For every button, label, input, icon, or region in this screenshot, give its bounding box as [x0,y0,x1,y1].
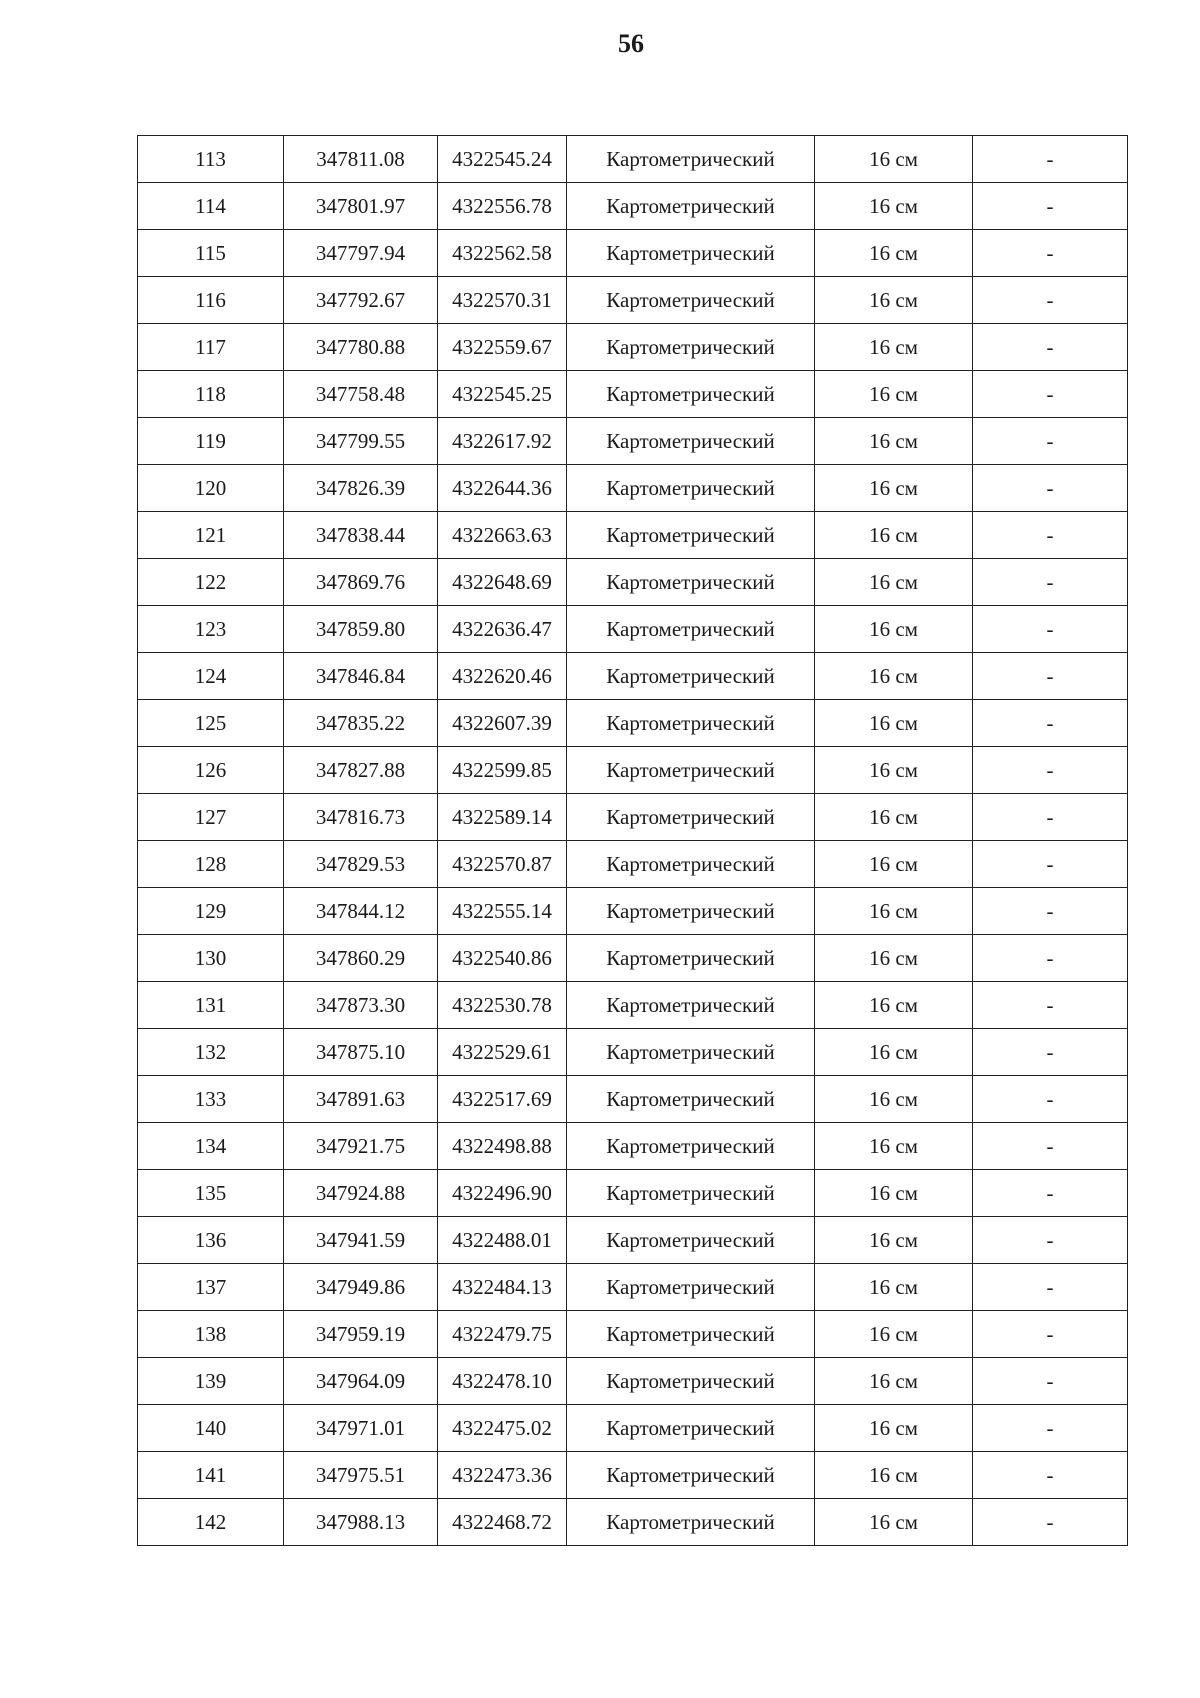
method-cell: Картометрический [567,1123,815,1170]
point-number-cell: 119 [138,418,284,465]
accuracy-cell: 16 см [815,136,973,183]
point-number-cell: 124 [138,653,284,700]
description-cell: - [973,1264,1128,1311]
accuracy-cell: 16 см [815,1123,973,1170]
description-cell: - [973,794,1128,841]
description-cell: - [973,230,1128,277]
description-cell: - [973,183,1128,230]
accuracy-cell: 16 см [815,1311,973,1358]
accuracy-cell: 16 см [815,371,973,418]
x-coordinate-cell: 347988.13 [284,1499,438,1546]
y-coordinate-cell: 4322617.92 [438,418,567,465]
description-cell: - [973,1311,1128,1358]
x-coordinate-cell: 347975.51 [284,1452,438,1499]
point-number-cell: 121 [138,512,284,559]
method-cell: Картометрический [567,418,815,465]
method-cell: Картометрический [567,230,815,277]
x-coordinate-cell: 347873.30 [284,982,438,1029]
table-row [138,1452,1128,1499]
description-cell: - [973,841,1128,888]
method-cell: Картометрический [567,1029,815,1076]
accuracy-cell: 16 см [815,1264,973,1311]
x-coordinate-cell: 347971.01 [284,1405,438,1452]
accuracy-cell: 16 см [815,230,973,277]
x-coordinate-cell: 347816.73 [284,794,438,841]
y-coordinate-cell: 4322478.10 [438,1358,567,1405]
method-cell: Картометрический [567,465,815,512]
method-cell: Картометрический [567,1499,815,1546]
accuracy-cell: 16 см [815,512,973,559]
x-coordinate-cell: 347799.55 [284,418,438,465]
y-coordinate-cell: 4322540.86 [438,935,567,982]
accuracy-cell: 16 см [815,1452,973,1499]
y-coordinate-cell: 4322556.78 [438,183,567,230]
description-cell: - [973,136,1128,183]
point-number-cell: 139 [138,1358,284,1405]
method-cell: Картометрический [567,794,815,841]
description-cell: - [973,371,1128,418]
y-coordinate-cell: 4322496.90 [438,1170,567,1217]
x-coordinate-cell: 347949.86 [284,1264,438,1311]
description-cell: - [973,747,1128,794]
accuracy-cell: 16 см [815,653,973,700]
accuracy-cell: 16 см [815,1405,973,1452]
description-cell: - [973,935,1128,982]
point-number-cell: 117 [138,324,284,371]
description-cell: - [973,1029,1128,1076]
table-row [138,935,1128,982]
point-number-cell: 118 [138,371,284,418]
point-number-cell: 115 [138,230,284,277]
description-cell: - [973,277,1128,324]
y-coordinate-cell: 4322599.85 [438,747,567,794]
x-coordinate-cell: 347875.10 [284,1029,438,1076]
table-row [138,1311,1128,1358]
description-cell: - [973,418,1128,465]
accuracy-cell: 16 см [815,1358,973,1405]
point-number-cell: 123 [138,606,284,653]
y-coordinate-cell: 4322517.69 [438,1076,567,1123]
method-cell: Картометрический [567,371,815,418]
y-coordinate-cell: 4322473.36 [438,1452,567,1499]
x-coordinate-cell: 347827.88 [284,747,438,794]
table-row [138,794,1128,841]
method-cell: Картометрический [567,1076,815,1123]
point-number-cell: 141 [138,1452,284,1499]
method-cell: Картометрический [567,982,815,1029]
x-coordinate-cell: 347891.63 [284,1076,438,1123]
description-cell: - [973,653,1128,700]
table-row [138,1217,1128,1264]
x-coordinate-cell: 347959.19 [284,1311,438,1358]
x-coordinate-cell: 347921.75 [284,1123,438,1170]
table-row [138,512,1128,559]
accuracy-cell: 16 см [815,277,973,324]
table-row [138,1076,1128,1123]
y-coordinate-cell: 4322479.75 [438,1311,567,1358]
x-coordinate-cell: 347780.88 [284,324,438,371]
y-coordinate-cell: 4322570.87 [438,841,567,888]
y-coordinate-cell: 4322488.01 [438,1217,567,1264]
table-row [138,700,1128,747]
point-number-cell: 130 [138,935,284,982]
accuracy-cell: 16 см [815,841,973,888]
method-cell: Картометрический [567,1452,815,1499]
y-coordinate-cell: 4322529.61 [438,1029,567,1076]
y-coordinate-cell: 4322498.88 [438,1123,567,1170]
x-coordinate-cell: 347924.88 [284,1170,438,1217]
y-coordinate-cell: 4322555.14 [438,888,567,935]
table-row [138,1405,1128,1452]
point-number-cell: 129 [138,888,284,935]
y-coordinate-cell: 4322663.63 [438,512,567,559]
point-number-cell: 126 [138,747,284,794]
point-number-cell: 138 [138,1311,284,1358]
description-cell: - [973,1076,1128,1123]
table-row [138,1499,1128,1546]
description-cell: - [973,324,1128,371]
point-number-cell: 142 [138,1499,284,1546]
table-row [138,653,1128,700]
table-row [138,136,1128,183]
table-row [138,465,1128,512]
description-cell: - [973,559,1128,606]
method-cell: Картометрический [567,136,815,183]
point-number-cell: 114 [138,183,284,230]
table-row [138,183,1128,230]
x-coordinate-cell: 347859.80 [284,606,438,653]
point-number-cell: 122 [138,559,284,606]
description-cell: - [973,888,1128,935]
x-coordinate-cell: 347801.97 [284,183,438,230]
x-coordinate-cell: 347835.22 [284,700,438,747]
table-row [138,606,1128,653]
accuracy-cell: 16 см [815,982,973,1029]
method-cell: Картометрический [567,183,815,230]
accuracy-cell: 16 см [815,418,973,465]
method-cell: Картометрический [567,606,815,653]
y-coordinate-cell: 4322589.14 [438,794,567,841]
description-cell: - [973,512,1128,559]
accuracy-cell: 16 см [815,559,973,606]
method-cell: Картометрический [567,935,815,982]
table-row [138,277,1128,324]
table-row [138,1264,1128,1311]
table-row [138,1170,1128,1217]
x-coordinate-cell: 347758.48 [284,371,438,418]
point-number-cell: 120 [138,465,284,512]
accuracy-cell: 16 см [815,700,973,747]
y-coordinate-cell: 4322607.39 [438,700,567,747]
y-coordinate-cell: 4322562.58 [438,230,567,277]
x-coordinate-cell: 347844.12 [284,888,438,935]
x-coordinate-cell: 347811.08 [284,136,438,183]
y-coordinate-cell: 4322644.36 [438,465,567,512]
point-number-cell: 136 [138,1217,284,1264]
method-cell: Картометрический [567,277,815,324]
table-row [138,747,1128,794]
x-coordinate-cell: 347941.59 [284,1217,438,1264]
table-row [138,559,1128,606]
x-coordinate-cell: 347826.39 [284,465,438,512]
x-coordinate-cell: 347964.09 [284,1358,438,1405]
y-coordinate-cell: 4322530.78 [438,982,567,1029]
point-number-cell: 128 [138,841,284,888]
description-cell: - [973,1405,1128,1452]
accuracy-cell: 16 см [815,935,973,982]
y-coordinate-cell: 4322545.25 [438,371,567,418]
x-coordinate-cell: 347838.44 [284,512,438,559]
page-number: 56 [618,29,644,58]
description-cell: - [973,1217,1128,1264]
point-number-cell: 135 [138,1170,284,1217]
table-row [138,982,1128,1029]
table-row [138,418,1128,465]
method-cell: Картометрический [567,700,815,747]
method-cell: Картометрический [567,888,815,935]
description-cell: - [973,700,1128,747]
method-cell: Картометрический [567,1264,815,1311]
accuracy-cell: 16 см [815,324,973,371]
accuracy-cell: 16 см [815,1029,973,1076]
y-coordinate-cell: 4322636.47 [438,606,567,653]
coordinates-table [137,135,1128,1546]
y-coordinate-cell: 4322559.67 [438,324,567,371]
table-row [138,1029,1128,1076]
table-row [138,371,1128,418]
y-coordinate-cell: 4322484.13 [438,1264,567,1311]
method-cell: Картометрический [567,841,815,888]
table-row [138,1123,1128,1170]
accuracy-cell: 16 см [815,465,973,512]
method-cell: Картометрический [567,1358,815,1405]
method-cell: Картометрический [567,1217,815,1264]
table-row [138,1358,1128,1405]
method-cell: Картометрический [567,1405,815,1452]
x-coordinate-cell: 347869.76 [284,559,438,606]
point-number-cell: 125 [138,700,284,747]
y-coordinate-cell: 4322468.72 [438,1499,567,1546]
x-coordinate-cell: 347797.94 [284,230,438,277]
accuracy-cell: 16 см [815,1170,973,1217]
point-number-cell: 116 [138,277,284,324]
accuracy-cell: 16 см [815,1217,973,1264]
point-number-cell: 133 [138,1076,284,1123]
method-cell: Картометрический [567,324,815,371]
y-coordinate-cell: 4322475.02 [438,1405,567,1452]
description-cell: - [973,1358,1128,1405]
x-coordinate-cell: 347846.84 [284,653,438,700]
accuracy-cell: 16 см [815,794,973,841]
method-cell: Картометрический [567,512,815,559]
point-number-cell: 132 [138,1029,284,1076]
y-coordinate-cell: 4322620.46 [438,653,567,700]
point-number-cell: 137 [138,1264,284,1311]
description-cell: - [973,1499,1128,1546]
table-row [138,888,1128,935]
x-coordinate-cell: 347792.67 [284,277,438,324]
point-number-cell: 127 [138,794,284,841]
method-cell: Картометрический [567,1170,815,1217]
description-cell: - [973,1123,1128,1170]
accuracy-cell: 16 см [815,747,973,794]
y-coordinate-cell: 4322570.31 [438,277,567,324]
method-cell: Картометрический [567,747,815,794]
table-row [138,324,1128,371]
description-cell: - [973,606,1128,653]
description-cell: - [973,982,1128,1029]
table-row [138,230,1128,277]
method-cell: Картометрический [567,1311,815,1358]
description-cell: - [973,1452,1128,1499]
accuracy-cell: 16 см [815,1499,973,1546]
x-coordinate-cell: 347860.29 [284,935,438,982]
method-cell: Картометрический [567,559,815,606]
description-cell: - [973,1170,1128,1217]
point-number-cell: 131 [138,982,284,1029]
point-number-cell: 140 [138,1405,284,1452]
y-coordinate-cell: 4322545.24 [438,136,567,183]
table-row [138,841,1128,888]
y-coordinate-cell: 4322648.69 [438,559,567,606]
accuracy-cell: 16 см [815,606,973,653]
description-cell: - [973,465,1128,512]
point-number-cell: 134 [138,1123,284,1170]
accuracy-cell: 16 см [815,1076,973,1123]
point-number-cell: 113 [138,136,284,183]
x-coordinate-cell: 347829.53 [284,841,438,888]
coordinates-table-body [138,136,1128,1546]
accuracy-cell: 16 см [815,888,973,935]
method-cell: Картометрический [567,653,815,700]
accuracy-cell: 16 см [815,183,973,230]
